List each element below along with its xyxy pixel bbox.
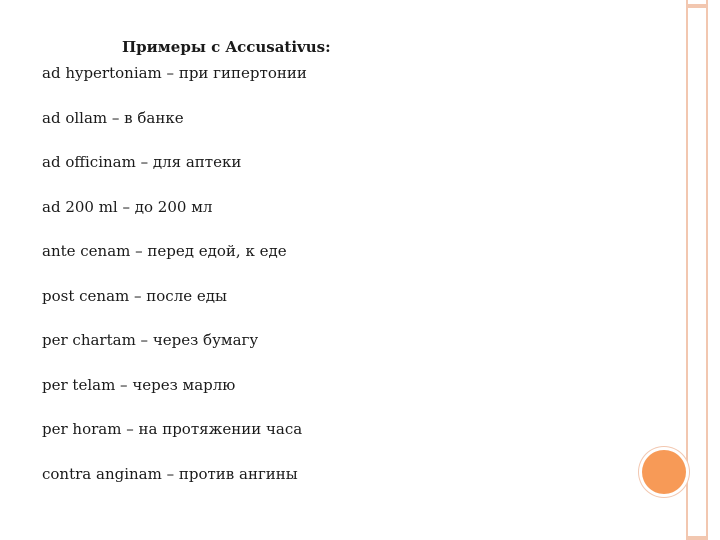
- list-item: per chartam – через бумагу: [42, 331, 259, 349]
- examples-list: [42, 62, 307, 507]
- slide-frame-line-right: [706, 0, 708, 540]
- decorative-circle-icon: [642, 450, 686, 494]
- slide-frame-cap-bottom: [686, 536, 708, 540]
- list-item: ad officinam – для аптеки: [42, 153, 242, 171]
- slide-frame-line-left: [686, 0, 688, 540]
- list-item: ad hypertoniam – при гипертонии: [42, 64, 307, 82]
- list-item: ante cenam – перед едой, к еде: [42, 242, 287, 260]
- list-item: post cenam – после еды: [42, 286, 227, 305]
- list-item: per horam – на протяжении часа: [42, 420, 303, 438]
- list-item: contra anginam – против ангины: [42, 464, 298, 483]
- list-item: ad 200 ml – до 200 мл: [42, 197, 213, 216]
- slide-title: Примеры с Accusativus:: [122, 38, 331, 56]
- slide-frame-cap-top: [686, 4, 708, 8]
- list-item: ad ollam – в банке: [42, 108, 184, 127]
- list-item: per telam – через марлю: [42, 375, 236, 394]
